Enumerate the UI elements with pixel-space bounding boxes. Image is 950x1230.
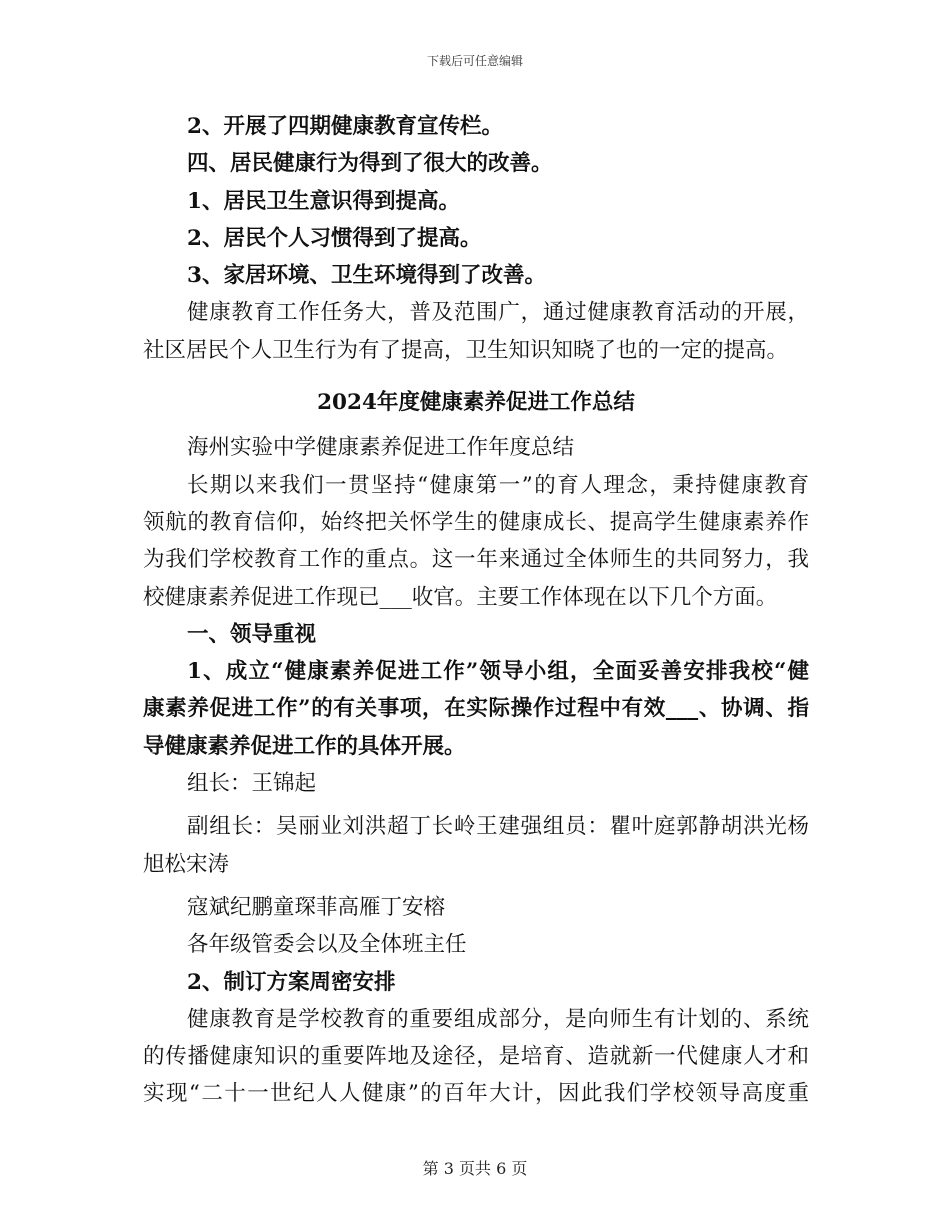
section-heading: 2、制订方案周密安排 [187, 969, 396, 995]
paragraph-line: 1、成立“健康素养促进工作”领导小组，全面妥善安排我校“健 [187, 659, 809, 685]
paragraph-line: 副组长：吴丽业刘洪超丁长岭王建强组员：瞿叶庭郭静胡洪光杨 [187, 814, 809, 840]
subtitle-line: 海州实验中学健康素养促进工作年度总结 [187, 435, 575, 461]
paragraph-line: 导健康素养促进工作的具体开展。 [143, 733, 466, 759]
section-heading: 四、居民健康行为得到了很大的改善。 [187, 151, 553, 177]
paragraph-line: 旭松宋涛 [143, 851, 230, 877]
paragraph-line: 实现“二十一世纪人人健康”的百年大计，因此我们学校领导高度重 [143, 1081, 809, 1107]
page-footer: 第 3 页共 6 页 [422, 1159, 528, 1178]
paragraph-line: 健康教育工作任务大，普及范围广，通过健康教育活动的开展， [187, 300, 809, 326]
paragraph-line: 健康教育是学校教育的重要组成部分，是向师生有计划的、系统 [187, 1006, 809, 1032]
text-line: 2、开展了四期健康教育宣传栏。 [187, 114, 503, 139]
document-title: 2024年度健康素养促进工作总结 [317, 390, 635, 416]
text-line: 3、家居环境、卫生环境得到了改善。 [187, 263, 546, 289]
text-line: 组长：王锦起 [187, 771, 317, 797]
paragraph-line: 校健康素养促进工作现已___收官。主要工作体现在以下几个方面。 [143, 584, 778, 610]
paragraph-line: 的传播健康知识的重要阵地及途径，是培育、造就新一代健康人才和 [143, 1044, 809, 1070]
paragraph-line: 为我们学校教育工作的重点。这一年来通过全体师生的共同努力，我 [143, 547, 809, 573]
text-line: 2、居民个人习惯得到了提高。 [187, 225, 482, 251]
text-line: 1、居民卫生意识得到提高。 [187, 188, 460, 214]
paragraph-line: 领航的教育信仰，始终把关怀学生的健康成长、提高学生健康素养作 [143, 509, 809, 535]
header-note: 下载后可任意编辑 [426, 54, 523, 68]
section-heading: 一、领导重视 [187, 621, 317, 647]
paragraph-line: 长期以来我们一贯坚持“健康第一”的育人理念，秉持健康教育 [187, 472, 809, 498]
document-body [143, 108, 809, 1113]
paragraph-line: 社区居民个人卫生行为有了提高，卫生知识知晓了也的一定的提高。 [143, 337, 789, 363]
text-line: 各年级管委会以及全体班主任 [187, 932, 467, 958]
paragraph-line: 康素养促进工作”的有关事项，在实际操作过程中有效___、协调、指 [143, 696, 809, 722]
text-line: 寇斌纪鹏童琛菲高雁丁安榕 [187, 894, 446, 920]
